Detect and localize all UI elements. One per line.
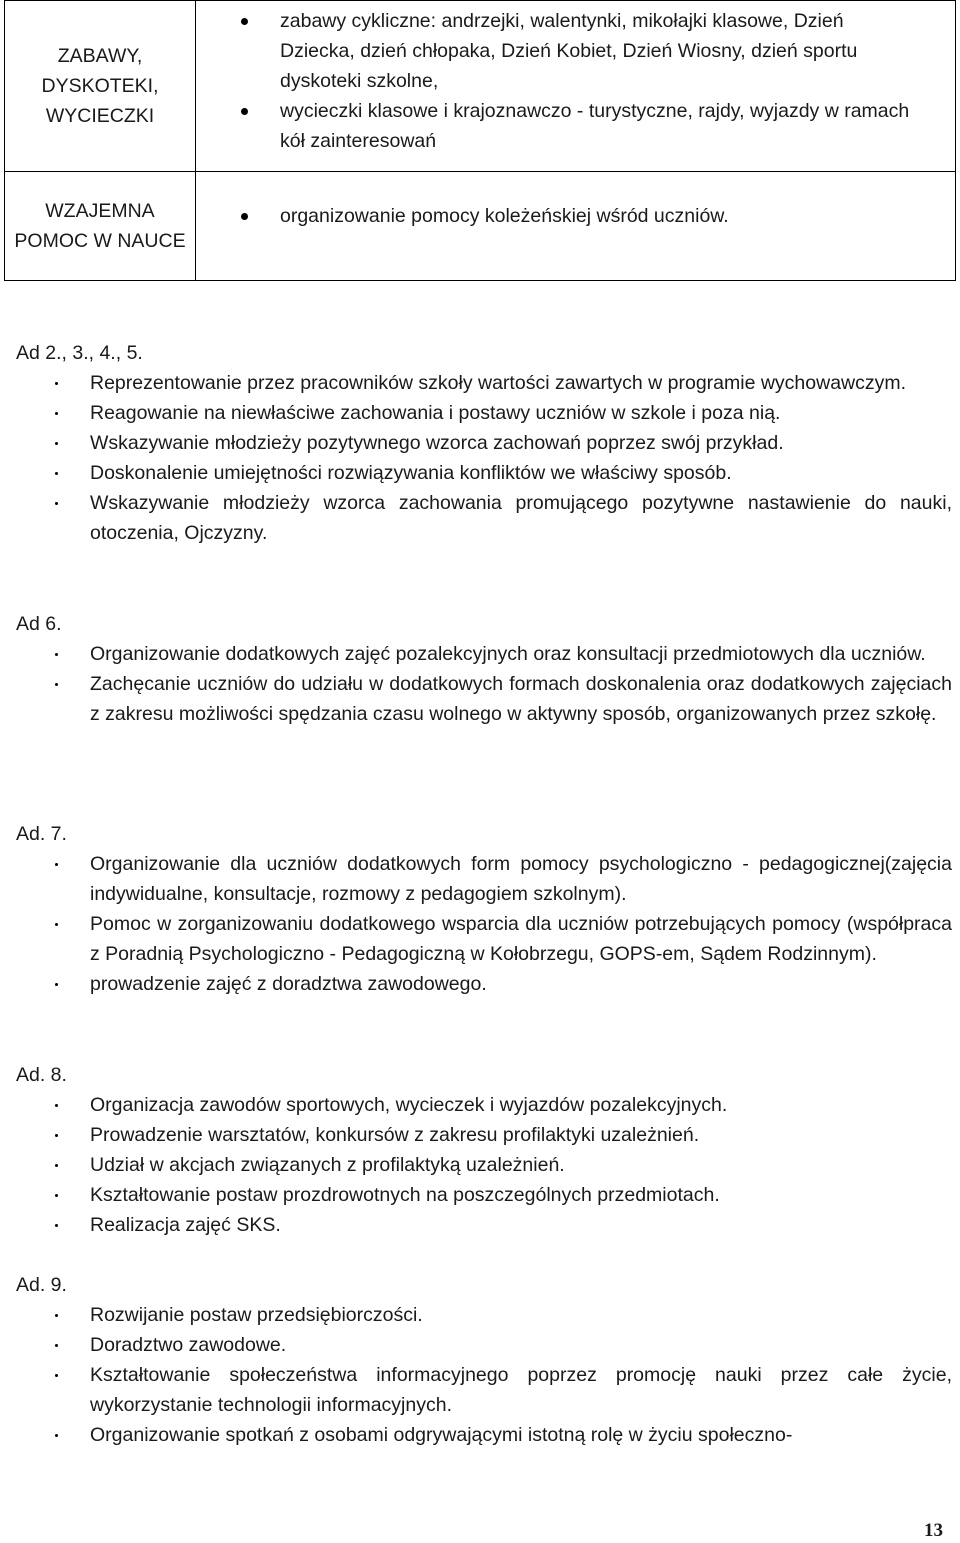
list-item-text: Zachęcanie uczniów do udziału w dodatkowych formach doskonalenia oraz dodatkowych zajęciach z zakresu możliwości spędzania czasu wolnego w aktywny sposób, organizowanych przez szkołę. <box>90 673 952 725</box>
bullet-icon <box>55 983 58 986</box>
bullet-icon <box>55 1374 58 1377</box>
section-ad-7 <box>16 819 952 999</box>
bullet-icon <box>55 1134 58 1137</box>
list-item <box>16 1120 952 1150</box>
page-number: 13 <box>924 1520 943 1541</box>
list-item <box>16 458 952 488</box>
section-heading: Ad 2., 3., 4., 5. <box>16 342 143 364</box>
list-item-text: Pomoc w zorganizowaniu dodatkowego wsparcia dla uczniów potrzebujących pomocy (współpraca z Poradnią Psychologiczno - Pedagogiczną w Kołobrzegu, GOPS-em, Sądem Rodzinnym). <box>90 913 952 965</box>
activities-table <box>4 0 956 281</box>
row-label: ZABAWY, DYSKOTEKI, WYCIECZKI <box>5 1 196 172</box>
section-heading: Ad 6. <box>16 613 62 635</box>
bullet-icon <box>55 863 58 866</box>
section-ad-6 <box>16 609 952 729</box>
bullet-icon <box>55 1344 58 1347</box>
bullet-icon <box>55 412 58 415</box>
section-heading: Ad. 9. <box>16 1274 67 1296</box>
list-item <box>16 368 952 398</box>
list-item <box>16 488 952 548</box>
list-item <box>16 428 952 458</box>
section-ad-9 <box>16 1270 952 1450</box>
bullet-icon <box>55 683 58 686</box>
list-item-text: Realizacja zajęć SKS. <box>90 1214 281 1236</box>
section-heading: Ad. 8. <box>16 1064 67 1086</box>
list-item-text: Rozwijanie postaw przedsiębiorczości. <box>90 1304 423 1326</box>
list-item <box>16 669 952 729</box>
list-item-text: Organizowanie dodatkowych zajęć pozalekcyjnych oraz konsultacji przedmiotowych dla uczniów. <box>90 643 926 665</box>
list-item <box>16 1330 952 1360</box>
list-item <box>16 1420 952 1450</box>
list-item-text: Reagowanie na niewłaściwe zachowania i postawy uczniów w szkole i poza nią. <box>90 402 781 424</box>
list-item <box>16 1150 952 1180</box>
bullet-icon <box>55 1164 58 1167</box>
list-item <box>16 1090 952 1120</box>
list-item-text: Reprezentowanie przez pracowników szkoły wartości zawartych w programie wychowawczym. <box>90 372 907 394</box>
list-item-text: Prowadzenie warsztatów, konkursów z zakresu profilaktyki uzależnień. <box>90 1124 700 1146</box>
bullet-icon <box>55 923 58 926</box>
list-item <box>16 849 952 909</box>
list-item <box>16 1300 952 1330</box>
list-item-text: Doskonalenie umiejętności rozwiązywania konfliktów we właściwy sposób. <box>90 462 732 484</box>
list-item-text: Kształtowanie społeczeństwa informacyjnego poprzez promocję nauki przez całe życie, wykorzystanie technologii informacyjnych. <box>90 1364 952 1416</box>
bullet-icon <box>55 472 58 475</box>
table-row <box>5 1 956 172</box>
list-item <box>16 969 952 999</box>
list-item <box>16 398 952 428</box>
bullet-icon <box>55 1314 58 1317</box>
list-item <box>16 1360 952 1420</box>
list-item <box>196 96 955 156</box>
table-row <box>5 172 956 281</box>
list-item-text: Organizacja zawodów sportowych, wycieczek i wyjazdów pozalekcyjnych. <box>90 1094 728 1116</box>
list-item-text: organizowanie pomocy koleżeńskiej wśród uczniów. <box>280 205 729 227</box>
list-item-text: Kształtowanie postaw prozdrowotnych na poszczególnych przedmiotach. <box>90 1184 720 1206</box>
list-item-text: Wskazywanie młodzieży pozytywnego wzorca zachowań poprzez swój przykład. <box>90 432 784 454</box>
section-heading: Ad. 7. <box>16 823 67 845</box>
list-item-text: Doradztwo zawodowe. <box>90 1334 287 1356</box>
list-item <box>16 1180 952 1210</box>
list-item-text: Organizowanie spotkań z osobami odgrywającymi istotną rolę w życiu społeczno- <box>90 1424 793 1446</box>
bullet-icon <box>241 213 248 220</box>
list-item-text: Organizowanie dla uczniów dodatkowych form pomocy psychologiczno - pedagogicznej(zajęcia indywidualne, konsultacje, rozmowy z pedagogiem szkolnym). <box>90 853 952 905</box>
bullet-icon <box>55 1194 58 1197</box>
list-item <box>16 639 952 669</box>
bullet-icon <box>55 1104 58 1107</box>
row-content <box>196 1 956 172</box>
row-label: WZAJEMNA POMOC W NAUCE <box>5 172 196 281</box>
bullet-icon <box>55 502 58 505</box>
list-item-text: prowadzenie zajęć z doradztwa zawodowego. <box>90 973 487 995</box>
list-item-text: Wskazywanie młodzieży wzorca zachowania promującego pozytywne nastawienie do nauki, otoczenia, Ojczyzny. <box>90 492 952 544</box>
section-ad-2-5 <box>16 338 952 548</box>
section-ad-8 <box>16 1060 952 1240</box>
bullet-icon <box>55 1434 58 1437</box>
bullet-icon <box>55 382 58 385</box>
bullet-icon <box>55 1224 58 1227</box>
row-content <box>196 172 956 281</box>
list-item-text: Udział w akcjach związanych z profilaktyką uzależnień. <box>90 1154 565 1176</box>
list-item <box>16 909 952 969</box>
list-item <box>16 1210 952 1240</box>
list-item <box>196 201 955 231</box>
list-item-text: wycieczki klasowe i krajoznawczo - turystyczne, rajdy, wyjazdy w ramach kół zainteresowań <box>280 100 910 152</box>
list-item-text: zabawy cykliczne: andrzejki, walentynki, mikołajki klasowe, Dzień Dziecka, dzień chłopaka, Dzień Kobiet, Dzień Wiosny, dzień sportu dyskoteki szkolne, <box>280 10 858 92</box>
bullet-icon <box>241 108 248 115</box>
list-item <box>196 6 955 96</box>
bullet-icon <box>55 442 58 445</box>
bullet-icon <box>241 18 248 25</box>
bullet-icon <box>55 653 58 656</box>
